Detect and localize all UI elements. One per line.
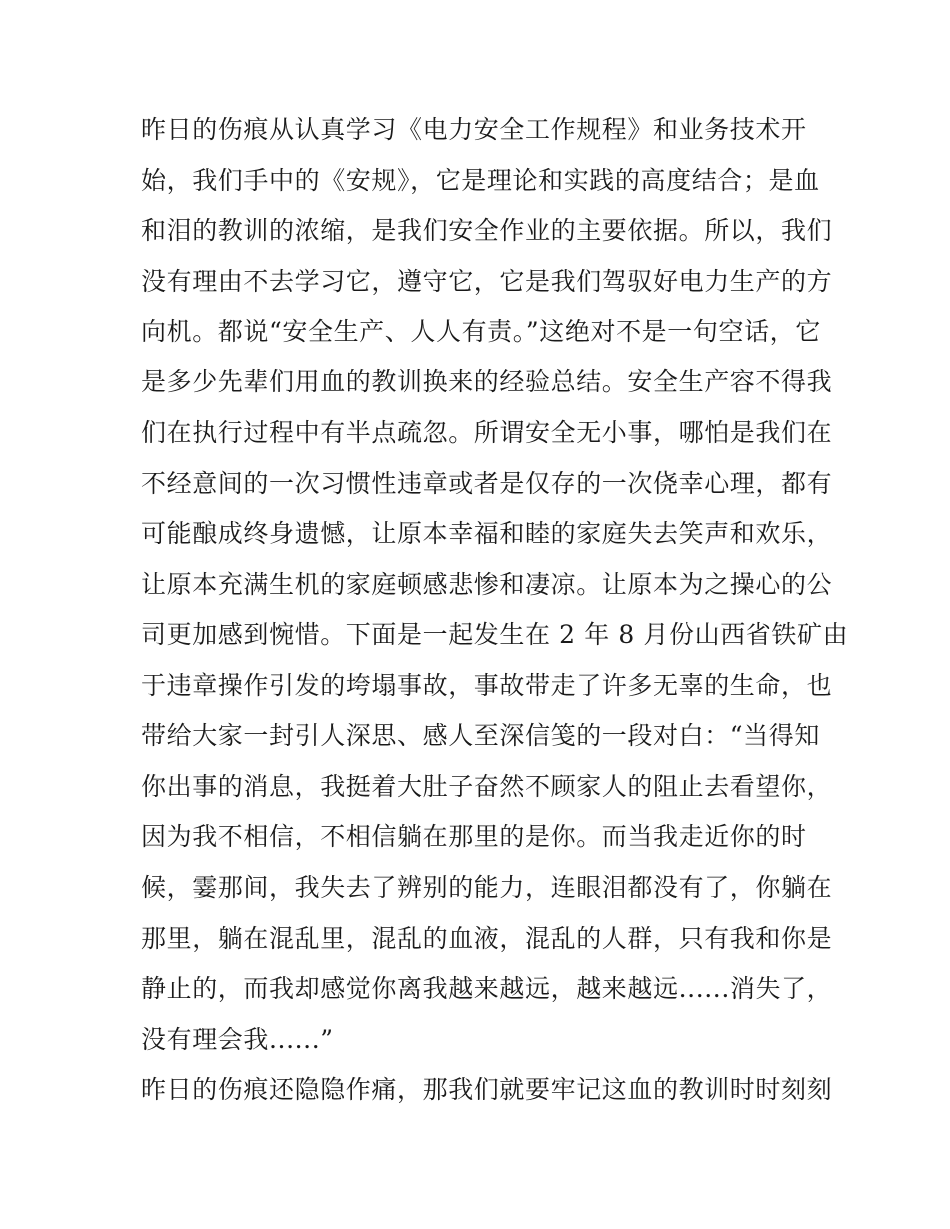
paragraph-line: 因为我不相信，不相信躺在那里的是你。而当我走近你的时 <box>141 822 807 851</box>
paragraph-line: 和泪的教训的浓缩，是我们安全作业的主要依据。所以，我们 <box>141 216 833 245</box>
paragraph-line: 昨日的伤痕还隐隐作痛，那我们就要牢记这血的教训时时刻刻 <box>141 1075 833 1104</box>
paragraph-line: 始，我们手中的《安规》，它是理论和实践的高度结合；是血 <box>141 166 820 195</box>
paragraph-line: 候，霎那间，我失去了辨别的能力，连眼泪都没有了，你躺在 <box>141 873 833 902</box>
paragraph-line: 可能酿成终身遗憾，让原本幸福和睦的家庭失去笑声和欢乐， <box>141 519 833 548</box>
paragraph-line: 没有理会我......” <box>141 1025 334 1054</box>
paragraph-line: 是多少先辈们用血的教训换来的经验总结。安全生产容不得我 <box>141 367 833 396</box>
paragraph-line: 向机。都说“安全生产、人人有责。”这绝对不是一句空话，它 <box>141 317 821 346</box>
paragraph-line: 们在执行过程中有半点疏忽。所谓安全无小事，哪怕是我们在 <box>141 418 833 447</box>
paragraph-line: 静止的，而我却感觉你离我越来越远，越来越远......消失了， <box>141 974 833 1003</box>
paragraph-line: 没有理由不去学习它，遵守它，它是我们驾驭好电力生产的方 <box>141 267 833 296</box>
paragraph-line: 昨日的伤痕从认真学习《电力安全工作规程》和业务技术开 <box>141 115 807 144</box>
paragraph-line: 司更加感到惋惜。下面是一起发生在 2 年 8 月份山西省铁矿由 <box>141 620 849 649</box>
paragraph-line: 带给大家一封引人深思、感人至深信笺的一段对白：“当得知 <box>141 721 820 750</box>
paragraph-line: 那里，躺在混乱里，混乱的血液，混乱的人群，只有我和你是 <box>141 924 833 953</box>
paragraph-line: 于违章操作引发的垮塌事故，事故带走了许多无辜的生命，也 <box>141 671 833 700</box>
paragraph-line: 你出事的消息，我挺着大肚子奋然不顾家人的阻止去看望你， <box>141 772 833 801</box>
paragraph-line: 不经意间的一次习惯性违章或者是仅存的一次侥幸心理，都有 <box>141 469 833 498</box>
paragraph-line: 让原本充满生机的家庭顿感悲惨和凄凉。让原本为之操心的公 <box>141 570 833 599</box>
